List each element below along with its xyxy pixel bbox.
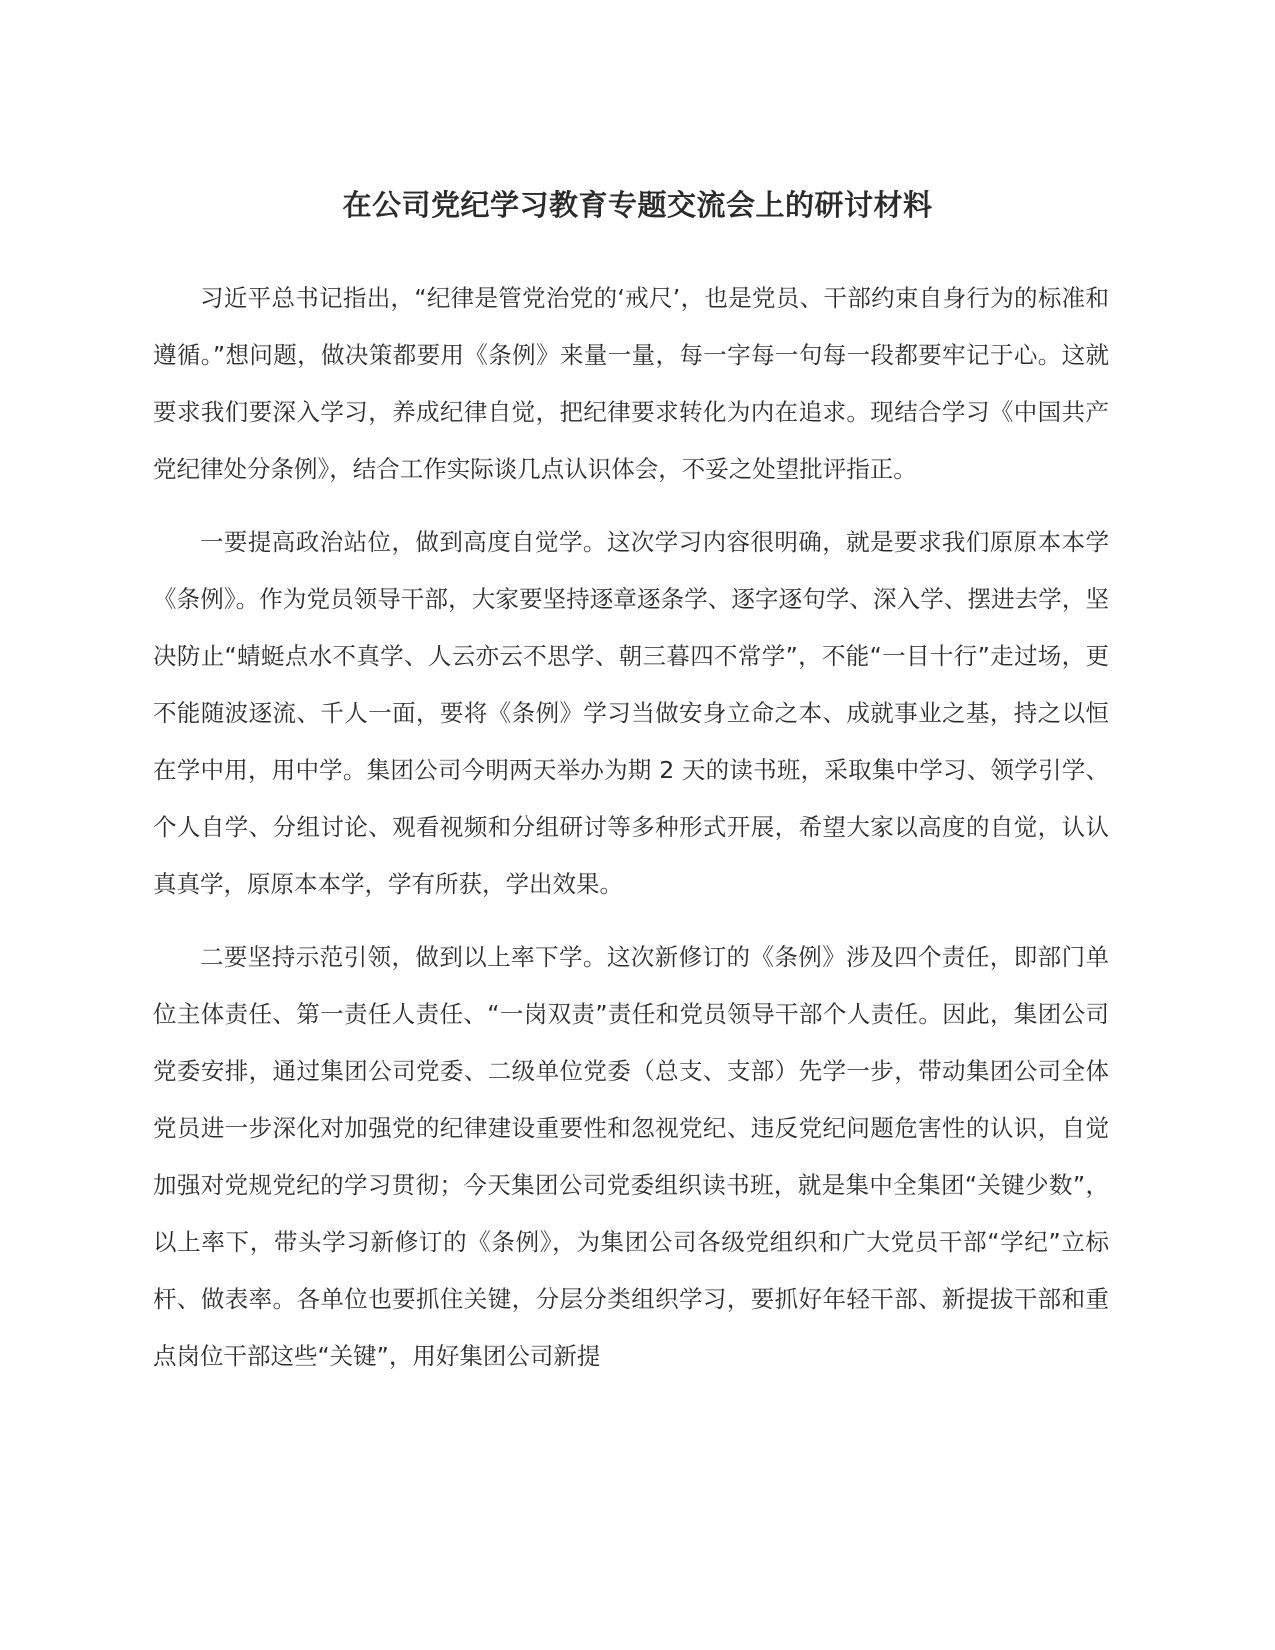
paragraph-point-two: 二要坚持示范引领，做到以上率下学。这次新修订的《条例》涉及四个责任，即部门单位主体责任、第一责任人责任、“一岗双责”责任和党员领导干部个人责任。因此，集团公司党委安排，通过集团公司党委、二级单位党委（总支、支部）先学一步，带动集团公司全体党员进一步深化对加强党的纪律建设重要性和忽视党纪、违反党纪问题危害性的认识，自觉加强对党规党纪的学习贯彻；今天集团公司党委组织读书班，就是集中全集团“关键少数”，以上率下，带头学习新修订的《条例》，为集团公司各级党组织和广大党员干部“学纪”立标杆、做表率。各单位也要抓住关键，分层分类组织学习，要抓好年轻干部、新提拔干部和重点岗位干部这些“关键”，用好集团公司新提: [153, 943, 1109, 1370]
document-body: [153, 270, 1109, 1401]
document-title: 在公司党纪学习教育专题交流会上的研讨材料: [342, 188, 933, 222]
paragraph-point-one: 一要提高政治站位，做到高度自觉学。这次学习内容很明确，就是要求我们原原本本学《条例》。作为党员领导干部，大家要坚持逐章逐条学、逐字逐句学、深入学、摆进去学，坚决防止“蜻蜓点水不真学、人云亦云不思学、朝三暮四不常学”，不能“一目十行”走过场，更不能随波逐流、千人一面，要将《条例》学习当做安身立命之本、成就事业之基，持之以恒在学中用，用中学。集团公司今明两天举办为期 2 天的读书班，采取集中学习、领学引学、个人自学、分组讨论、观看视频和分组研讨等多种形式开展，希望大家以高度的自觉，认认真真学，原原本本学，学有所获，学出效果。: [153, 528, 1109, 898]
paragraph-intro: 习近平总书记指出，“纪律是管党治党的‘戒尺’，也是党员、干部约束自身行为的标准和遵循。”想问题，做决策都要用《条例》来量一量，每一字每一句每一段都要牢记于心。这就要求我们要深入学习，养成纪律自觉，把纪律要求转化为内在追求。现结合学习《中国共产党纪律处分条例》，结合工作实际谈几点认识体会，不妥之处望批评指正。: [153, 284, 1109, 483]
